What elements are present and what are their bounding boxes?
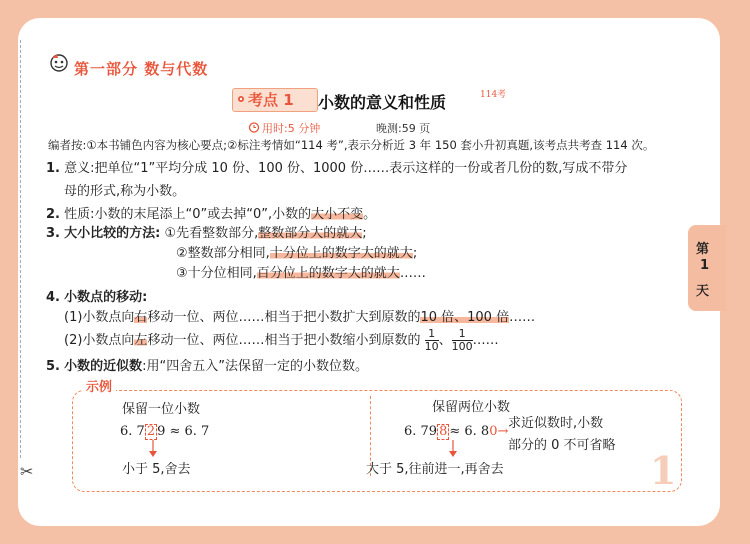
down-arrow-icon [148, 440, 158, 458]
highlight: 右 [134, 310, 148, 325]
section-title: 第一部分 数与代数 [74, 60, 209, 78]
example-right-title: 保留两位小数 [432, 400, 511, 415]
item-5: 5. 小数的近似数:用“四舍五入”法保留一定的小数位数。 [46, 359, 368, 374]
fraction-tenth: $\frac{1}{10}$ [424, 327, 439, 353]
kaodian-title: 小数的意义和性质 [318, 93, 447, 112]
highlight: 大小不变 [311, 207, 364, 222]
day-tab-label-2: 天 [696, 284, 710, 299]
editor-note: 编者按:①本书铺色内容为核心要点;②标注考情如“114 考”,表示分析近 3 年 150 套小升初真题,该考点共考查 114 次。 [48, 138, 655, 152]
highlight: 百分位上的数字大的就大 [256, 266, 400, 281]
example-label: 示例 [82, 376, 116, 395]
kaodian-label: 考点 1 [248, 91, 294, 109]
kaodian-count: 114考 [480, 90, 507, 100]
example-side-note-2: 部分的 0 不可省略 [508, 438, 616, 453]
item-4-line1: (1)小数点向右移动一位、两位……相当于把小数扩大到原数的10 倍、100 倍…… [64, 310, 536, 325]
alarm-clock-icon [248, 121, 260, 133]
item-4-line2: (2)小数点向左移动一位、两位……相当于把小数缩小到原数的 $\frac{1}{10}$、 $\frac{1}{100}\dots\dots$ [64, 327, 499, 353]
down-arrow-icon [448, 440, 458, 458]
example-side-note-1: 求近似数时,小数 [508, 416, 604, 431]
page-number: 1 [650, 448, 677, 493]
mascot-icon [48, 52, 70, 74]
item-4: 4. 小数点的移动: [46, 290, 148, 305]
fraction-hundredth: $\frac{1}{100}$ [451, 327, 473, 353]
right-arrow-icon: → [497, 424, 509, 439]
time-label: 用时:5 分钟 [262, 122, 321, 135]
digit-box: 2 [146, 424, 156, 439]
item-3: 3. 大小比较的方法: ①先看整数部分,整数部分大的就大; [46, 226, 367, 241]
example-left-note: 小于 5,舍去 [122, 462, 191, 477]
day-tab-label-1: 第 [696, 242, 710, 257]
highlight: 十分位上的数字大的就大 [269, 246, 413, 261]
item-3-row3: ③十分位相同,百分位上的数字大的就大…… [176, 266, 426, 281]
highlight: 左 [134, 333, 148, 348]
flower-icon [236, 94, 246, 104]
item-1: 1. 意义:把单位“1”平均分成 10 份、100 份、1000 份……表示这样的一份或者几份的数,写成不带分 [46, 161, 628, 176]
evening-test: 晚测:59 页 [376, 122, 431, 135]
binding-margin [20, 40, 29, 458]
item-1-cont: 母的形式,称为小数。 [64, 184, 186, 199]
item-3-row2: ②整数部分相同,十分位上的数字大的就大; [176, 246, 418, 261]
example-left-calc: 6. 7 2 9 ≈ 6. 7 [120, 424, 210, 439]
item-2: 2. 性质:小数的末尾添上“0”或去掉“0”,小数的大小不变。 [46, 207, 377, 222]
example-right-calc: 6. 79 8 ≈ 6. 80→ [404, 424, 509, 439]
day-tab-number: 1 [700, 258, 710, 273]
highlight: 10 倍、100 倍 [420, 310, 510, 325]
example-left-title: 保留一位小数 [122, 402, 201, 417]
example-right-note: 大于 5,往前进一,再舍去 [366, 462, 504, 477]
scissors-icon: ✂ [20, 462, 34, 481]
digit-box: 8 [439, 424, 448, 439]
highlight: 整数部分大的就大 [258, 226, 363, 241]
